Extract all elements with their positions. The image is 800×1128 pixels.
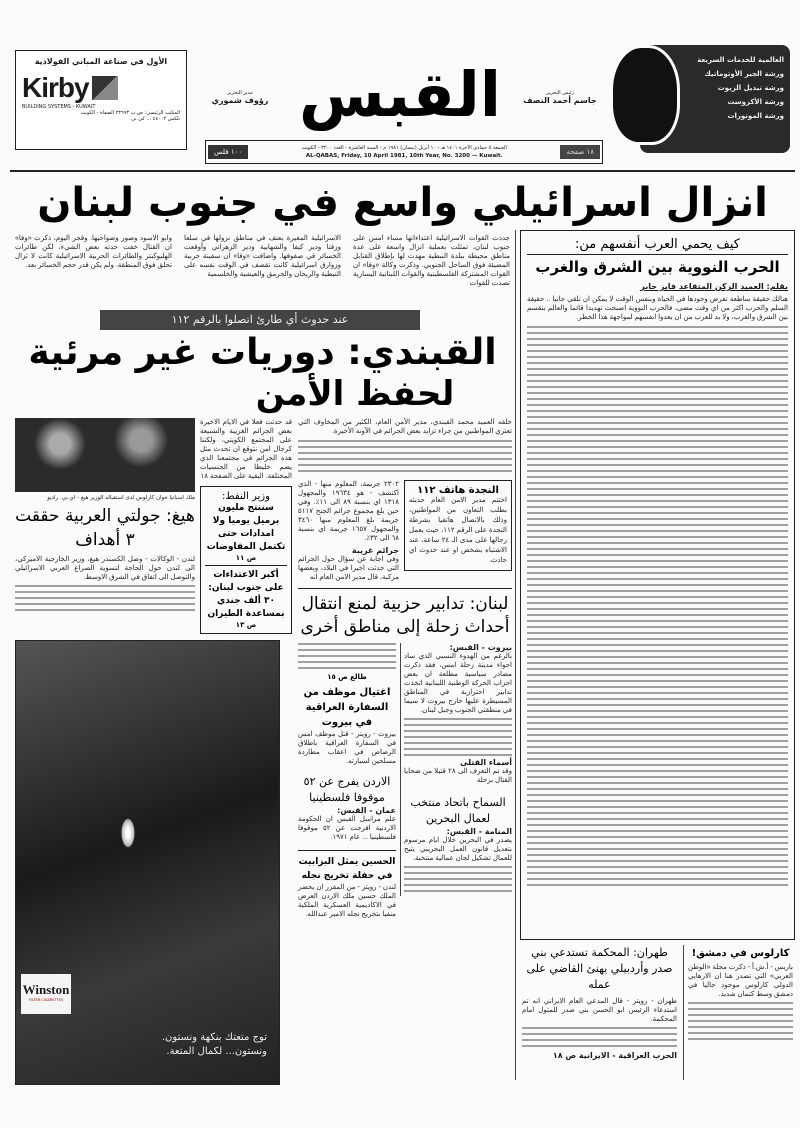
haig-headline: هيغ: جولتي العربية حققت ٣ أهداف [15,506,195,550]
nuclear-kicker: كيف يحمي العرب أنفسهم من: [527,237,788,255]
flame-icon [121,818,135,848]
managing-editor: مدير التحرير رؤوف شموري [211,90,269,105]
tehran-body: طهران - رويتر - قال المدعي العام الايراني انه تم استدعاء الرئيس ابو الحسن بني صدر للمثول امام المحكمة. [522,998,677,1023]
attacks-page-ref: ص ١٣ [235,621,257,629]
price-box: ١٠٠ فلس [208,145,248,159]
bahrain-body: يصدر في البحرين خلال ايام مرسوم بتعديل قانون العمل البحريني يتيح للعمال تشكيل لجان عمالية منتخبة. [404,837,512,862]
embassy-body: بيروت - رويتر - قتل موظف امس في السفارة العراقية باطلاق الرصاص في اعقاب مطاردة مسلحين لسيارته. [298,731,396,765]
lead-story [15,234,510,288]
date-bar [205,140,603,164]
kirby-tagline: الأول في صناعة المباني الفولاذية [34,57,168,66]
bahrain-headline: السماح باتحاد منتخب لعمال البحرين [410,796,506,825]
winston-ad [15,640,280,1085]
lebanon-body: بالرغم من الهدوء النسبي الذي ساد اجواء مدينة زحلة امس، فقد ذكرت مصادر سياسية مطلعة ان بعض احزاب الحركة الوطنية اللبنانية اتخذت تدابير احترازية في المناطق المسيطرة عليها خارج بيروت لا سيما في منطقتي الجنوب وجبل لبنان. [404,653,512,714]
nuclear-article [520,230,795,940]
masthead-logo: القبس [298,58,502,131]
lead-col: وابو الاسود وصور وضواحيها. وفجر اليوم، ذكرت «وفا» ان القتال خفت حدته بعض الشيء، لكن طائرات الهليوكبتر والطائرات الحربية الاسرائيلية كانت لا تزال تحلق فوق المنطقة. ولم يكن قدر حجم الخسائر بعد. [15,235,172,269]
oil-box [200,486,292,634]
attacks-headline: أكبر الاعتداءات على جنوب لبنان: ٣٠ ألف جندي بمساعدة الطيران [205,565,287,621]
kirby-ad [15,50,187,150]
winston-pack: Winston FILTER CIGARETTES [21,974,71,1014]
stats-body-2: وفي اجابة عن سؤال حول الجرائم التي حدثت اخيرا في البلاد، وبعضها مركبة، قال مدير الامن العام انه [298,556,399,581]
hussein-headline: الحسين يمثل البزابيت في حفلة تخريج نجله [298,850,396,883]
pages-box: ١٨ صفحة [560,145,600,159]
nuclear-headline: الحرب النووية بين الشرق والغرب [535,258,780,276]
lebanon-page-ref: طالع ص ١٥ [327,673,367,681]
tehran-headline: طهران: المحكمة تستدعي بني صدر وأردبيلي يهنئ القاضي على عمله [526,946,673,991]
lebanon-subhead: أسماء القتلى [460,758,512,767]
qabandi-body-2: قد حدثت فعلا في الايام الاخيرة بعض الجرائم الغريبة والشنيعة على المجتمع الكويتي، ولكننا كرجال امن نتوقع ان تحدث مثل هذه الجرائم في مجتمعنا الذي يضم خليطا من الجنسيات المختلفة. البقية على الصفحة ١٨ [200,419,292,480]
stats-subhead: جرائم غريبة [351,546,399,555]
lebanon-headline: لبنان: تدابير حزبية لمنع انتقال أحداث زحلة إلى مناطق أخرى [300,594,510,637]
embassy-headline: اغتيال موظف من السفارة العراقية في بيروت [303,687,391,728]
nuclear-byline: بقلم: العميد الركن المتقاعد فايز جابر [640,282,788,291]
nuclear-body: هنالك حقيقة ساطعة تفرض وجودها في الحياة وبنفس الوقت لا يمكن ان تلقي جانبا .. حقيقة السلم والحرب اكثر من اي وقت مضى، فالحرب النووية اصبحت تهديدا قائما والعالم ينقسم بين الشرق والغرب، ولا بد للعرب من ان يعدوا انفسهم لمواجهة هذا الخطر. [527,296,788,321]
date-english: AL-QABAS, Friday, 10 April 1981, 10th Year, No. 3200 — Kuwait. [305,153,503,159]
editor-in-chief: رئيس التحرير جاسم أحمد النصف [523,90,597,105]
kirby-logo: Kirby [22,72,89,103]
carlos-body: باريس - أ.ش.أ - ذكرت مجلة «الوطن العربي» التي تصدر هنا ان الارهابي الدولي كارلوس موجود حاليا في دمشق وسط كتمان شديد. [688,964,793,998]
date-arabic: الجمعة ٥ جمادى الآخرة ١٤٠١ هـ - ١٠ أبريل (نيسان) ١٩٨١ م - السنة العاشرة - العدد ٣٢٠٠ - الكويت [301,145,507,151]
lead-col: الاسرائيلية المغيرة بعنف في مناطق نزولها في سلعا وزفتا ودير كيفا والشهابية ودير الزهراني وأوقعت الخسائر في صفوفها. واضافت «وفا» ان سفينة حربية وزوارق اسرائيلية كانت تقصف في الوقت نفسه على النبطية والريحان والجرمق والعيشية والخلسمية [184,235,341,278]
qabandi-headline: القبندي: دوريات غير مرئية [28,332,497,373]
najda-body: اختتم مدير الامن العام حديثه بطلب التعاون من المواطنين، وذلك بالاتصال هاتفيا بشرطة النجدة على الرقم ١١٢، حيث يعمل رجالها على مدى الـ ٢٤ ساعة، عند الاشتباه بشخص او عند حدوث اي حادث. [409,497,507,564]
kirby-logo-mark [92,76,118,100]
jordan-body: علم مراسل القبس ان الحكومة الاردنية افرجت عن ٥٢ موقوفا فلسطينيا ... عام ١٩٧١. [298,816,396,841]
photo-caption: ملك اسبانيا خوان كارلوس لدى استقباله الوزير هيغ - اي.بي. راديو [47,495,195,501]
kirby-telex: تلكس ٤٤٠٠٢ ... كي بي [131,116,180,122]
qabandi-headline-2: لحفظ الأمن [255,374,455,414]
garage-line: ورشة الأكزوست [727,98,784,106]
garage-line: العالمية للخدمات السريعة [697,56,784,64]
lead-col: جددت القوات الاسرائيلية اعتداءاتها مساء امس على جنوب لبنان، تمثلت بعملية انزال واسعة على عدة مناطق محيطة ببلدة النبطية مهدت لها بإطلاق القنابل المضيئة فوق الساحل الجنوبي. وذكرت وكالة «وفا» ان القوات المشتركة الفلسطينية والقوات اللبنانية اليسارية تصدت للقوات [353,235,510,287]
emergency-banner: عند حدوث أي طارئ اتصلوا بالرقم ١١٢ [100,310,420,330]
news-photo [15,418,195,492]
oil-page-ref: ص ١١ [235,554,257,562]
stats-body: ٢٣٠٢ جريمة، المعلوم منها - الذي اكتشف - هو ١٩٦٣٤ والمجهول ١٣١٨ اي بنسبة ٨٩ الى ١١٪. وفي حين بلغ مجموع جرائم الجنح ٥١١٧ جريمة بلغ المعلوم منها ٣٤٦٠ والمجهول ١٦٥٧ جريمة اي بنسبة ٦٨ الى ٣٢٪. [298,481,399,542]
jordan-headline: الاردن يفرج عن ٥٢ موقوفا فلسطينيا [303,775,391,804]
main-headline: انزال اسرائيلي واسع في جنوب لبنان [37,180,768,226]
winston-slogan: توج متعتك بنكهة ونستون. ونستون... لكمال المتعة. [161,1032,267,1057]
haig-body: لندن - الوكالات - وصل الكسندر هيغ، وزير الخارجية الاميركي، الى لندن حول الحاجة لتسوية الصراع العربي الاسرائيلي والتوصل الى اتفاق في الشرق الاوسط. [15,556,195,581]
garage-line: ورشة تبديل الزيوت [717,84,784,92]
garage-line: ورشة الجير الأوتوماتيك [704,70,784,78]
bahrain-dateline: المنامة - القبس: [446,827,512,836]
oil-headline: سننتج مليون برميل يوميا ولا امدادات حتى تكتمل المفاوضات [206,503,286,552]
oil-kicker: وزير النفط: [222,491,270,502]
kirby-sub: BUILDING SYSTEMS - KUWAIT [22,104,96,110]
qabandi-body: خلفه العميد محمد القبندي، مدير الأمن العام، الكثير من المخاوف التي تعتري المواطنين من جراء تزايد بعض الجرائم في الآونة الأخيرة. [298,419,512,435]
hussein-body: لندن - رويتر - من المقرر ان يحضر الملك حسين ملك الاردن العرض في الاكاديمية العسكرية الملكية منفيا بتخريج نجله الامير عبدالله. [298,884,396,918]
jordan-dateline: عمان - القبس: [337,806,396,815]
najda-headline: النجدة هاتف ١١٢ [417,485,499,496]
kirby-contact: المكتب الرئيسي: ص.ب ٢٣٦٩٣ الصفاة - الكويت [80,110,180,116]
carlos-headline: كارلوس في دمشق! [691,948,790,959]
garage-ad [640,45,790,153]
mechanic-cartoon-icon [610,45,680,145]
najda-box [404,480,512,571]
garage-line: ورشة الموتورات [727,112,784,120]
lebanon-body-2: وقد تم التعرف الى ٢٨ قتيلا من ضحايا القتال بزحلة [404,768,513,784]
lebanon-dateline: بيروت - القبس: [449,643,512,652]
tehran-subhead: الحرب العراقية - الايرانية ص ١٨ [552,1051,677,1060]
